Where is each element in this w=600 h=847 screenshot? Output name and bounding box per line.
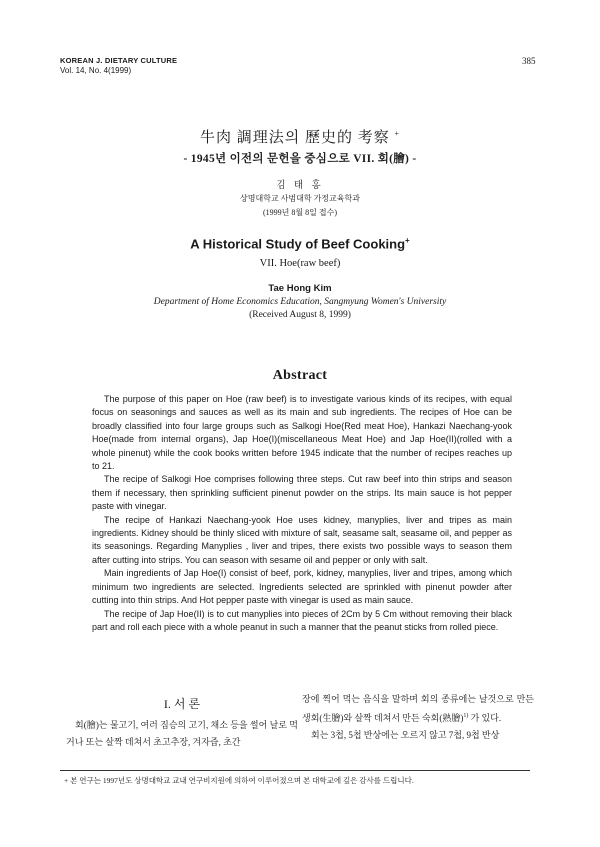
abstract-paragraph: The purpose of this paper on Hoe (raw beef) is to investigate various kinds of its recipes, with equal focus on seasonings and sauces as well as its main and sub ingredients. The recipes of Hoe can be broadly classified into four large groups such as Salkogi Hoe(Red meat Hoe), Hankazi Naechang-yook Hoe(made from internal organs), Jap Hoe(I)(miscellaneous Meat Hoe) and Jap Hoe(II)(rolled with a whole pinenut) while the cook books written before 1945 indicate that the number of recipes reaches up to 21. bbox=[92, 394, 512, 472]
korean-title-marker: + bbox=[394, 129, 400, 138]
abstract-paragraph: The recipe of Jap Hoe(II) is to cut manyplies into pieces of 2Cm by 5 Cm without removing their black part and roll each piece with a whole peanut in such a manner that the peanut sticks from rolled piece. bbox=[92, 608, 512, 632]
journal-name: KOREAN J. DIETARY CULTURE bbox=[60, 56, 178, 65]
korean-received-date: (1999년 8월 8일 접수) bbox=[263, 208, 337, 217]
abstract-body bbox=[92, 393, 512, 634]
english-author: Tae Hong Kim bbox=[268, 283, 332, 294]
english-department: Department of Home Economics Education, Sangmyung Women's University bbox=[153, 297, 447, 307]
body-text: 가 있다. bbox=[470, 713, 502, 723]
english-title-marker: + bbox=[405, 236, 410, 245]
body-right-column bbox=[302, 691, 534, 744]
english-title-text: A Historical Study of Beef Cooking bbox=[190, 236, 406, 252]
footnote-rule bbox=[60, 770, 530, 771]
section-title: I. 서 론 bbox=[163, 697, 201, 711]
korean-affiliation: 상명대학교 사범대학 가정교육학과 bbox=[240, 194, 360, 203]
korean-title bbox=[60, 126, 540, 147]
korean-author: 김 태 홍 bbox=[276, 181, 324, 191]
english-received-date: (Received August 8, 1999) bbox=[249, 310, 351, 320]
english-subtitle: VII. Hoe(raw beef) bbox=[259, 258, 341, 269]
abstract-paragraph: The recipe of Salkogi Hoe comprises following three steps. Cut raw beef into thin strips and season them if necessary, then sprinkling sufficient pinenut powder on the strips. Its main sauce is hot pepper paste with vinegar. bbox=[92, 474, 512, 512]
english-title bbox=[60, 236, 540, 251]
abstract-paragraph: Main ingredients of Jap Hoe(I) consist of beef, pork, kidney, manyplies, liver and tripes, among which minimum two ingredients are selected. Ingredients selected are sprinkled with pinenut powder after cutting into thin strips. And Hot pepper paste with vinegar is used as main sauce. bbox=[92, 568, 512, 606]
body-paragraph: 회(膾)는 물고기, 여러 짐승의 고기, 채소 등을 썰어 날로 먹거나 또는 살짝 데쳐서 초고추장, 겨자즙, 초간 bbox=[66, 720, 298, 747]
body-paragraph: 회는 3첩, 5첩 반상에는 오르지 않고 7첩, 9첩 반상 bbox=[311, 730, 500, 740]
abstract-paragraph: The recipe of Hankazi Naechang-yook Hoe uses kidney, manyplies, liver and tripes as main ingredients. Kidney should be thinly sliced with mixture of salt, seasame salt, seasame oil, and pepper as its seasonings. Regarding Manyplies , liver and tripes, there exists two possible ways to season them after cutting into strips. You can season with sesame oil and pepper or only with salt. bbox=[92, 514, 512, 565]
body-left-column bbox=[66, 697, 298, 751]
abstract-heading: Abstract bbox=[272, 368, 328, 383]
citation-marker: 1) bbox=[463, 713, 469, 719]
body-text: 장에 찍어 먹는 음식을 말하며 회의 종류에는 날것으로 만든 생회(生膾)와 살짝 데쳐서 만든 숙회(熟膾) bbox=[302, 694, 534, 723]
korean-title-text: 牛肉 調理法의 歷史的 考察 bbox=[199, 130, 390, 146]
journal-volume: Vol. 14, No. 4(1999) bbox=[60, 66, 132, 75]
page-number: 385 bbox=[522, 56, 536, 66]
body-paragraph bbox=[302, 691, 534, 727]
korean-subtitle: - 1945년 이전의 문헌을 중심으로 VII. 회(膾) - bbox=[183, 153, 417, 165]
footnote: + 본 연구는 1997년도 상명대학교 교내 연구비지원에 의하여 이루어졌으며 본 대학교에 깊은 감사를 드립니다. bbox=[64, 776, 414, 785]
